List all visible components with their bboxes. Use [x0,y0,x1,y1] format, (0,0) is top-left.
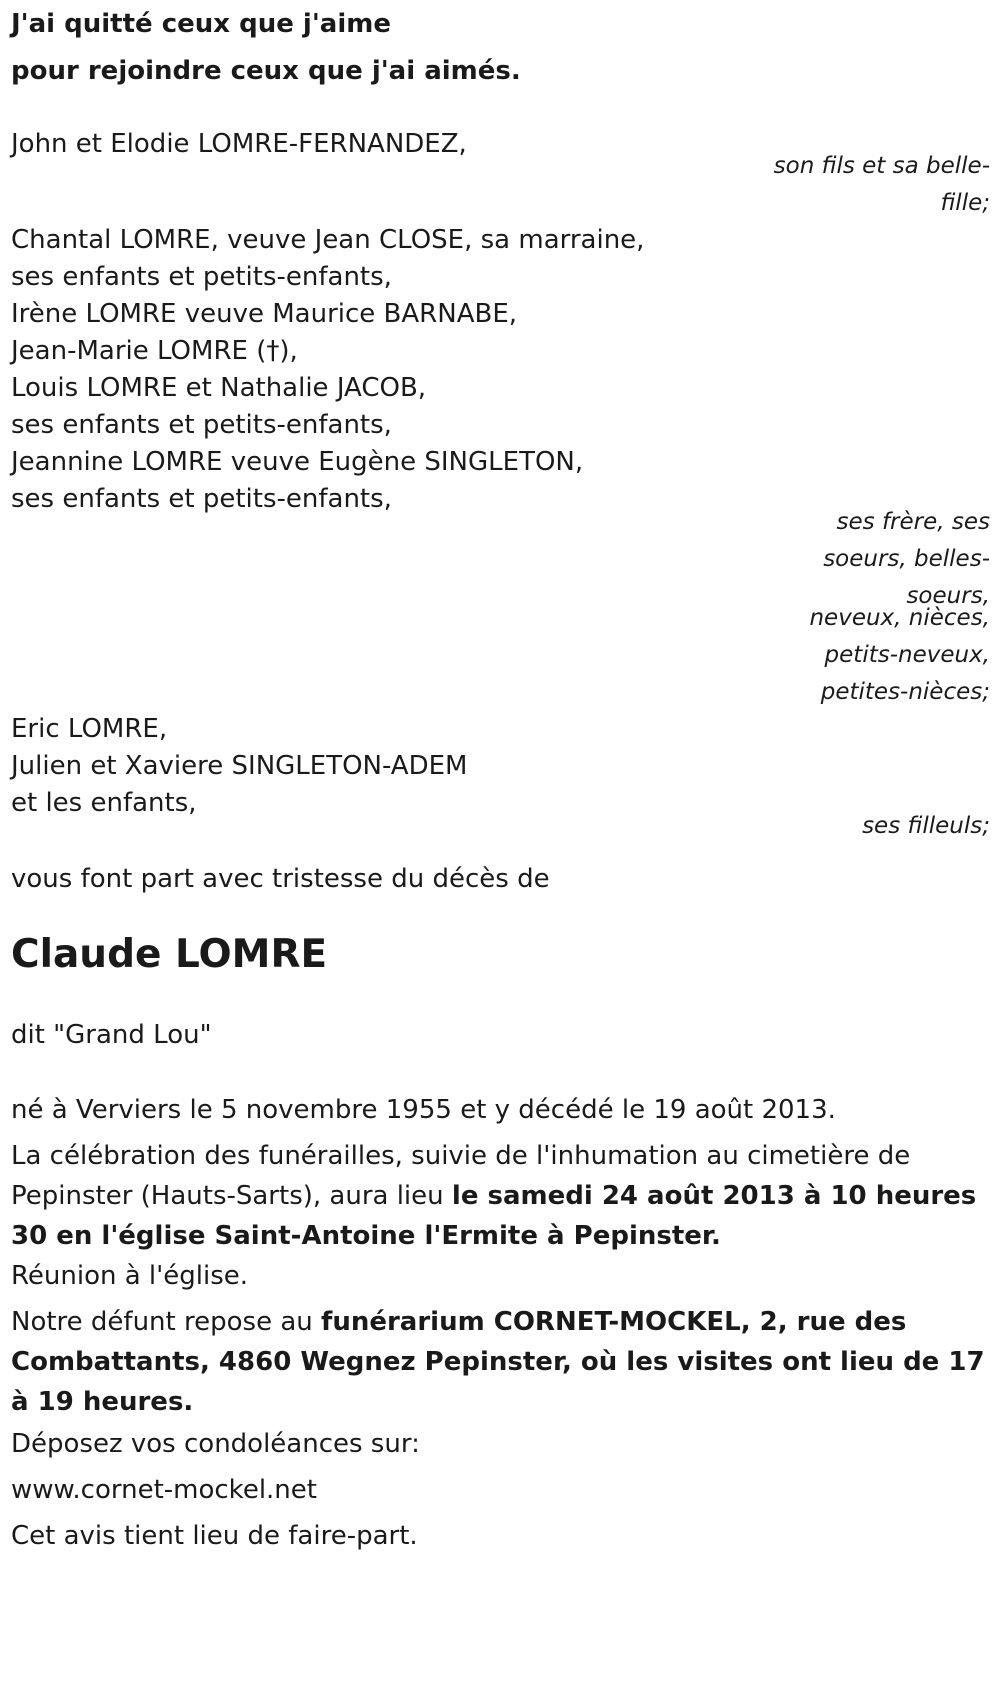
relation-line: neveux, nièces, [809,605,990,631]
funeral-paragraph [11,1136,996,1256]
family-line: Jeannine LOMRE veuve Eugène SINGLETON, [11,447,584,477]
relation-line: petites-nièces; [820,679,990,705]
condolences-text: Déposez vos condoléances sur: [11,1429,420,1459]
relation-line: petits-neveux, [824,642,990,668]
family-line: ses enfants et petits-enfants, [11,484,392,514]
family-line: Jean-Marie LOMRE (†), [11,336,298,366]
funerarium-details: funérarium CORNET-MOCKEL, 2, rue des Combattants, 4860 Wegnez Pepinster, où les visites ont lieu de 17 à 19 heures. [11,1307,985,1417]
deceased-name: Claude LOMRE [11,932,328,977]
relation-line: soeurs, belles- [823,546,990,572]
funeral-intro: La célébration des funérailles, suivie de l'inhumation au cimetière de Pepinster (Hauts-Sarts), aura lieu [11,1141,911,1211]
family-line: Eric LOMRE, [11,714,168,744]
family-line: ses enfants et petits-enfants, [11,410,392,440]
family-line: Julien et Xaviere SINGLETON-ADEM [11,751,468,781]
deceased-nickname: dit "Grand Lou" [11,1020,212,1050]
rest-paragraph [11,1302,996,1422]
family-line: Irène LOMRE veuve Maurice BARNABE, [11,299,518,329]
family-line: John et Elodie LOMRE-FERNANDEZ, [11,129,467,159]
reunion-text: Réunion à l'église. [11,1261,249,1291]
epitaph-line-2: pour rejoindre ceux que j'ai aimés. [11,56,521,86]
family-line: Chantal LOMRE, veuve Jean CLOSE, sa marraine, [11,225,645,255]
relation-line: fille; [940,190,990,216]
epitaph-line-1: J'ai quitté ceux que j'aime [11,9,391,39]
family-line: Louis LOMRE et Nathalie JACOB, [11,373,427,403]
website-link[interactable]: www.cornet-mockel.net [11,1475,317,1505]
announcement-text: vous font part avec tristesse du décès de [11,864,550,894]
relation-line: son fils et sa belle- [773,153,990,179]
funeral-date-place: le samedi 24 août 2013 à 10 heures 30 en l'église Saint-Antoine l'Ermite à Pepinster. [11,1181,977,1251]
relation-line: soeurs, [906,583,990,609]
family-line: et les enfants, [11,788,197,818]
relation-line: ses frère, ses [836,509,990,535]
family-line: ses enfants et petits-enfants, [11,262,392,292]
notice-text: Cet avis tient lieu de faire-part. [11,1521,418,1551]
relation-line: ses filleuls; [862,813,990,839]
birth-death-text: né à Verviers le 5 novembre 1955 et y décédé le 19 août 2013. [11,1095,836,1125]
rest-intro: Notre défunt repose au [11,1307,322,1337]
